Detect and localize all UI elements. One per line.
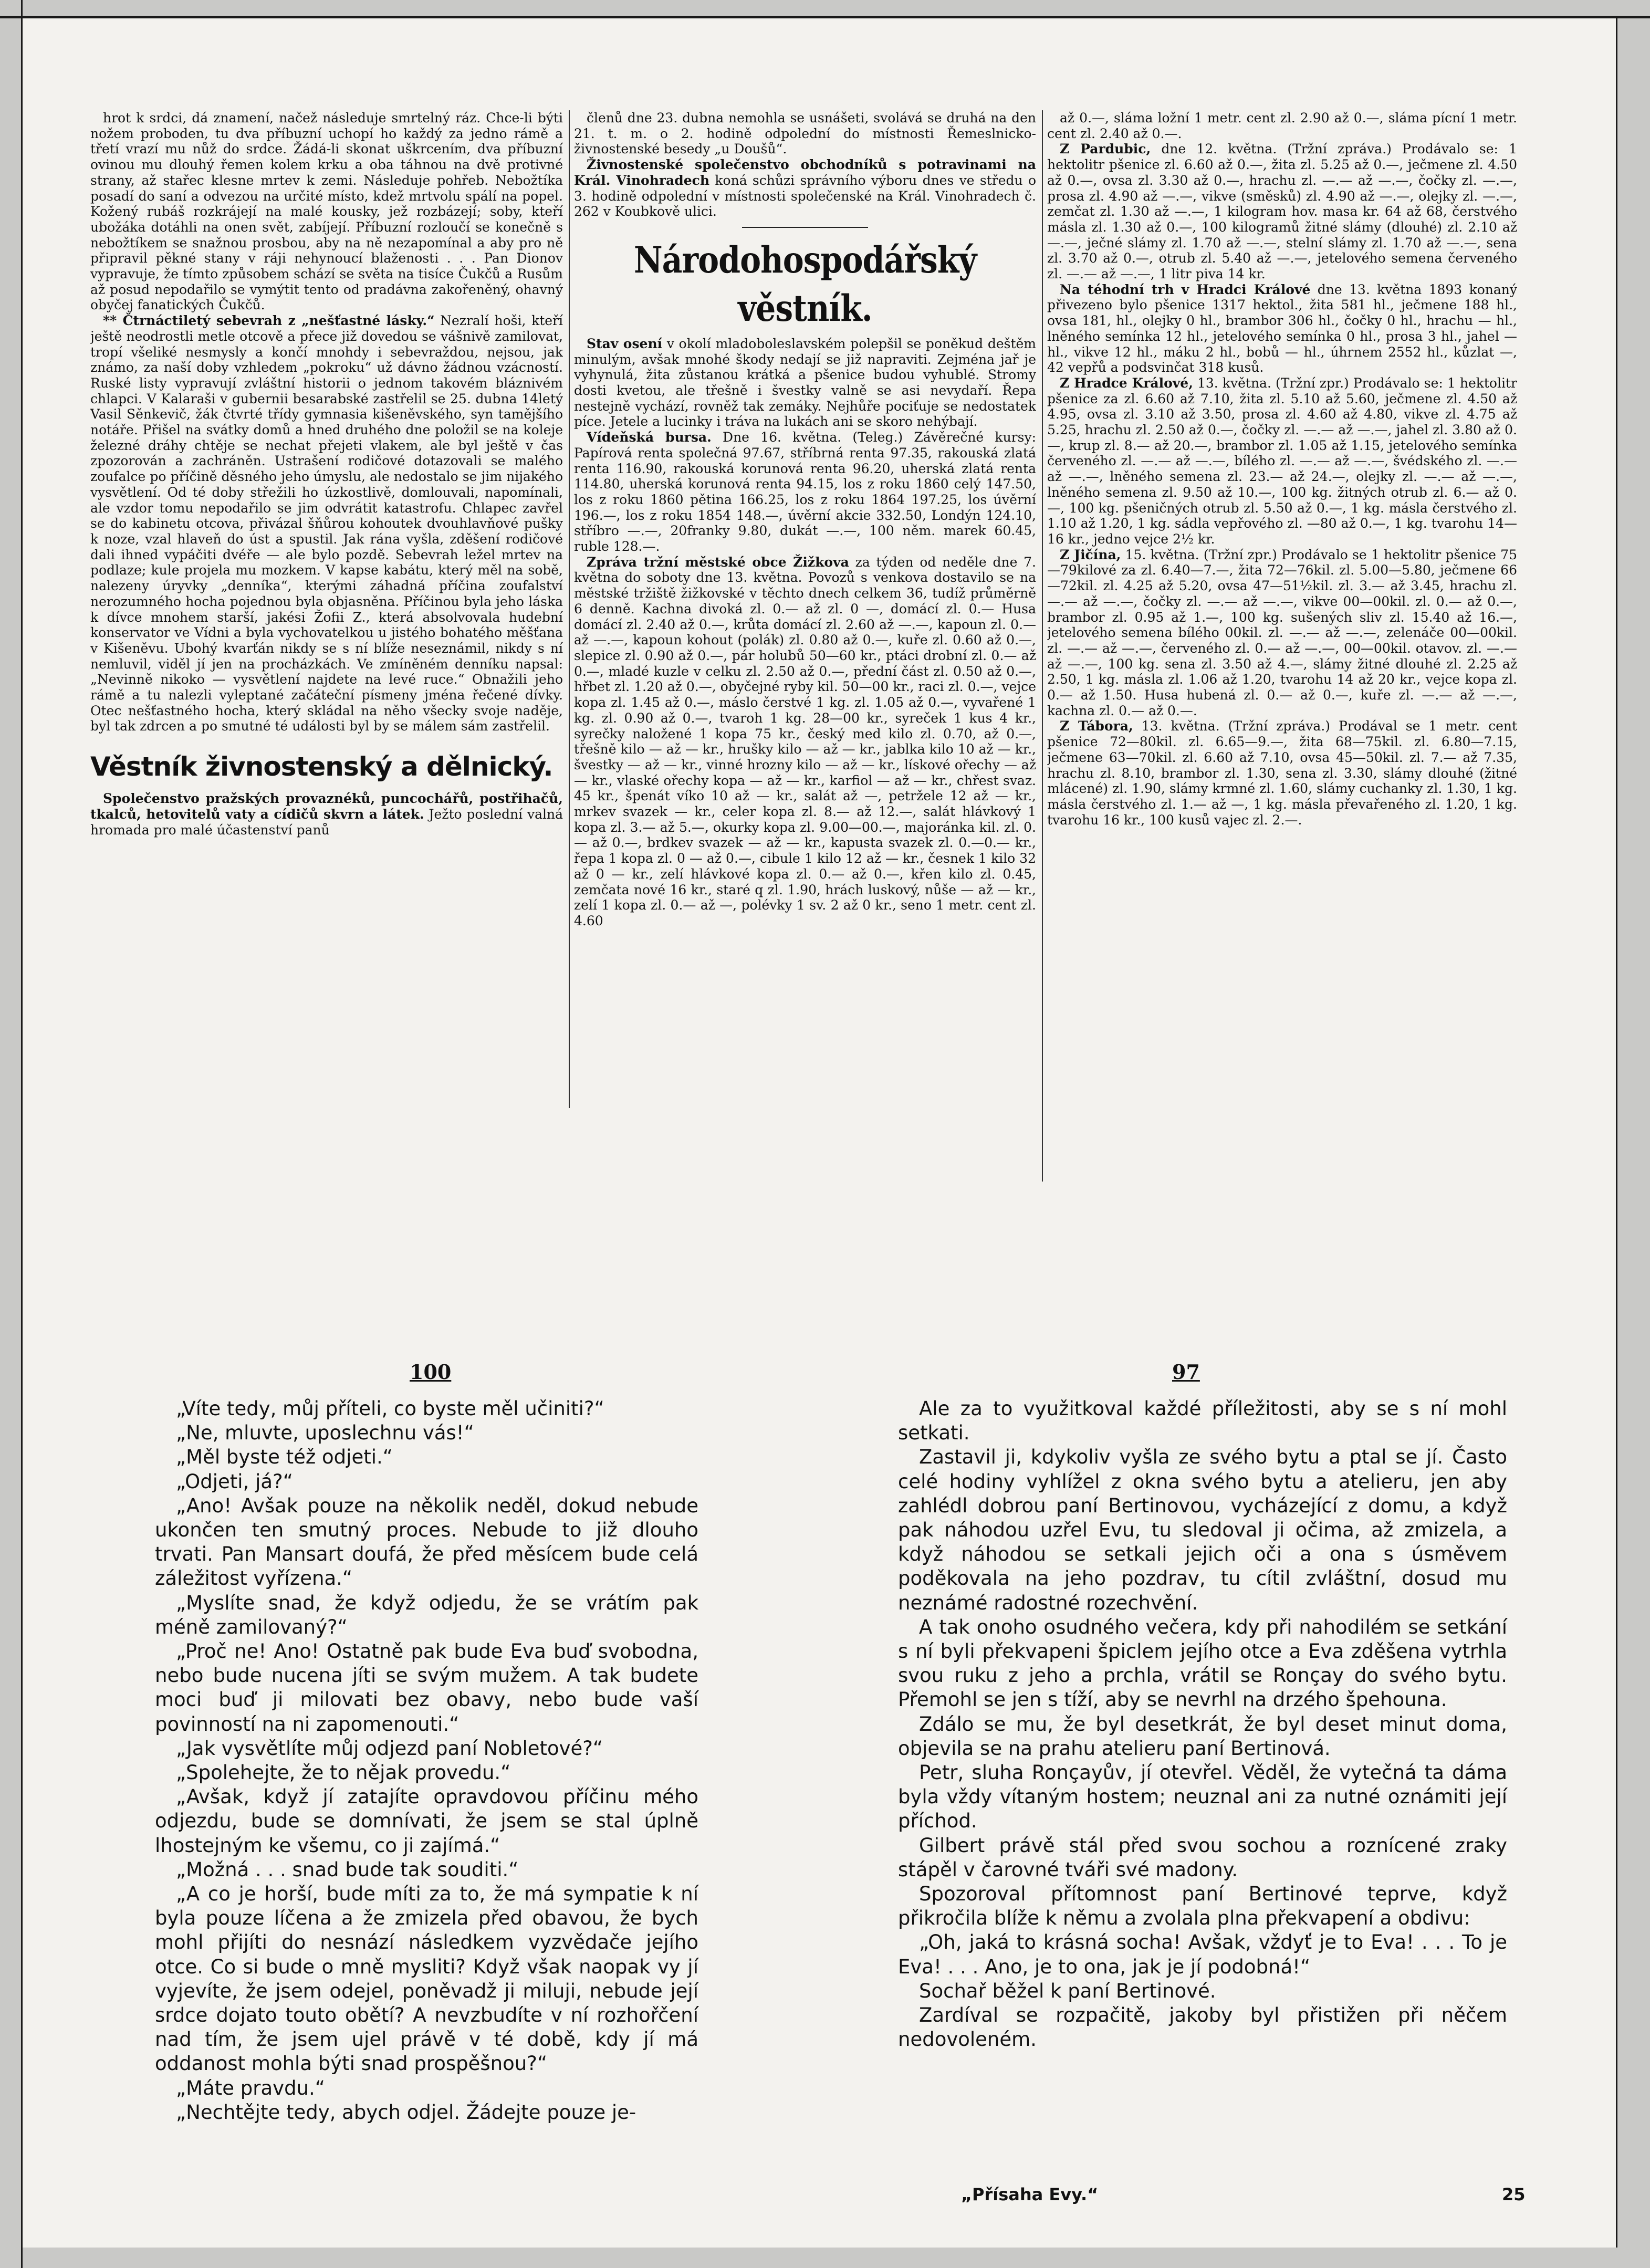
serial-right-line: A tak onoho osudného večera, kdy při nahodilém se setkání s ní byli překvapeni špiclem jejího otce a Eva zděšena vytrhla svou ruku z jeho a prchla, vrátil se Ronçay do svého bytu. Přemohl se jen s tíží, aby se nevrhl na drzého špehouna. <box>898 1615 1507 1711</box>
serial-left-line: „Máte pravdu.“ <box>176 2076 325 2099</box>
serial-page-footer: 25 <box>1502 2185 1526 2204</box>
right-border-rule <box>1616 16 1617 2248</box>
col3-article-5-heading: Z Jičína, <box>1060 547 1121 562</box>
col2-article-2-heading: Živnostenské společenstvo obchodníků s potravinami na Král. Vinohradech <box>574 157 1036 188</box>
col1-article-2-body: Nezralí hoši, kteří ještě neodrostli metle otcově a přece již dovedou se vášnivě zamilovat, tropí všeliké nesmysly a končí mnohdy i sebevraždou, nejsou, jak známo, za naší doby vzhledem „pokroku“ už dávno žádnou vzácností. Ruské listy vypravují zvláštní historii o jednom takovém bláznivém chlapci. V Kalaraši v gubernii besarabské zastřelil se 25. dubna 14letý Vasil Sěnkevič, žák čtvrté třídy gymnasia kišeněvského, syn tamějšího notáře. Přišel na svátky domů a hned druhého dne položil se na koleje železné dráhy chtěje se nechat přejeti vlakem, ale byl ještě v čas zpozorován a zachráněn. Ustrašení rodičové dotazovali se malého zoufalce po příčině děsného jeho úmyslu, ale nedostalo se jim nijakého vysvětlení. Od té doby střežili ho úzkostlivě, domlouvali, napomínali, ale vzdor tomu nepodařilo se jim odvrátit katastrofu. Chlapec zavřel se do kabinetu otcova, přivázal šňůrou kohoutek dvouhlavňové pušky k noze, vzal hlaveň do úst a spustil. Jak rána vyšla, zděšení rodičové dali ihned vypáčiti dvéře — ale bylo pozdě. Sebevrah ležel mrtev na podlaze; kule projela mu mozkem. V kapse kabátu, který měl na sobě, nalezeny úryvky „denníka“, kterými záhadná příčina zoufalství nerozumného hocha pojednou byla objasněna. Příčinou byla jeho láska k dívce mnohem starší, jakési Žofii Z., která absolvovala hudební konservator ve Vídni a byla vychovatelkou u jistého bohatého měšťana v Kišeněvu. Ubohý kvarťán nikdy se s ní blíže neseznámil, nikdy s ní nemluvil, viděl jí jen na procházkách. Ve zmíněném denníku napsal: „Nevinně nikoko — vysvětlení najdete na levé ruce.“ Obnažili jeho rámě a tu nalezli vyleptané začáteční písmeny jména řečené dívky. Otec nešťastného hocha, který skládal na něho všecky svoje naděje, byl tak zdrcen a po smutné té události byl by se málem sám zastřelil. <box>90 313 563 734</box>
col3-article-2-body: dne 12. května. (Tržní zpráva.) Prodávalo se: 1 hektolitr pšenice zl. 6.60 až 0.—, žita zl. 5.25 až 0.—, ječmene zl. 4.50 až 0.—, ovsa zl. 3.30 až 0.—, hrachu zl. —.— až —.—, čočky zl. —.—, prosa zl. 4.90 až —.—, vikve (směsků) zl. 4.90 až —.—, olejky zl. —.—, zemčat zl. 1.30 až —.—, 1 kilogram hov. masa kr. 64 až 68, čerstvého másla zl. 1.30 až 0.—, 100 kilogramů žitné slámy (dlouhé) zl. 2.10 až —.—, ječné slámy zl. 1.70 až —.—, stelní slámy zl. 1.70 až —.—, sena zl. 3.70 až 0.—, otrub zl. 5.40 až —.—, jetelového semena červeného zl. —.— až —.—, 1 litr piva 14 kr. <box>1047 141 1517 282</box>
serial-left-line: „Spolehejte, že to nějak provedu.“ <box>176 1761 511 1784</box>
col2-article-5 <box>574 555 1036 929</box>
col2-article-3 <box>574 336 1036 430</box>
col3-article-6 <box>1047 718 1517 828</box>
page-number-left: 100 <box>410 1360 452 1384</box>
col3-article-2 <box>1047 141 1517 281</box>
col3-article-5 <box>1047 547 1517 719</box>
col2-article-5-heading: Zpráva tržní městské obce Žižkova <box>587 554 849 570</box>
col3-article-4-body: 13. května. (Tržní zpr.) Prodávalo se: 1 hektolitr pšenice za zl. 6.60 až 7.10, žita zl. 5.10 až 5.60, ječmene zl. 4.50 až 4.95, ovsa zl. 3.10 až 3.50, prosa zl. 4.60 až 4.80, vikve zl. 4.75 až 5.25, hrachu zl. 2.50 až 0.—, čočky zl. —.— až —.—, jahel zl. 3.80 až 0.—, krup zl. 8.— až 20.—, brambor zl. 1.05 až 1.15, jetelového semínka červeného zl. —.— až —.—, bílého zl. —.— až —.—, švédského zl. —.— až —.—, lněného semena zl. 23.— až 24.—, olejky zl. —.— až —.—, lněného semena zl. 9.50 až 10.—, 100 kg. žitných otrub zl. 6.— až 0.—, 100 kg. pšeničných otrub zl. 5.50 až 0.—, 1 kg. másla čerstvého zl. 1.10 až 1.20, 1 kg. sádla vepřového zl. —80 až 0.—, 1 kg. tvarohu 14—16 kr., jedno vejce 2½ kr. <box>1047 375 1517 547</box>
col2-article-4-heading: Vídeňská bursa. <box>587 430 712 445</box>
serial-left-line: „Možná . . . snad bude tak souditi.“ <box>176 1858 519 1881</box>
serial-left-line: „Myslíte snad, že když odjedu, že se vrátím pak méně zamilovaný?“ <box>155 1591 698 1638</box>
serial-left-line: „Nechtějte tedy, abych odjel. Žádejte pouze je- <box>176 2100 636 2124</box>
section-heading-vestnik-zivnostensky: Věstník živnostenský a dělnický. <box>90 751 553 782</box>
col1-article-3-body: Ježto poslední valná hromada pro malé účastenství panů <box>90 806 563 838</box>
col3-article-6-heading: Z Tábora, <box>1060 718 1133 734</box>
column-divider <box>569 110 570 1108</box>
serial-left-line: „Avšak, když jí zatajíte opravdovou příčinu mého odjezdu, bude se domnívati, že jsem se stal úplně lhostejným ke všemu, co ji zajímá.“ <box>155 1785 698 1857</box>
col1-article-3-heading: Společenstvo pražských provaznéků, puncochářů, postřihačů, tkalců, hetovitelů vaty a cídičů skvrn a látek. <box>90 791 563 822</box>
serial-right-line: Gilbert právě stál před svou sochou a roznícené zraky stápěl v čarovné tváři své madony. <box>898 1834 1507 1881</box>
col2-article-4 <box>574 430 1036 555</box>
col3-article-5-body: 15. května. (Tržní zpr.) Prodávalo se 1 hektolitr pšenice 75—79kilové za zl. 6.40—7.—, žita 72—76kil. zl. 5.00—5.80, ječmene 66—72kil. zl. 4.25 až 5.20, ovsa 47—51½kil. zl. 3.— až 3.45, hrachu zl. —.— až —.—, čočky zl. —.— až —.—, vikve 00—00kil. zl. 0.— až 0.—, brambor zl. 0.95 až 1.—, 100 kg. sušených sliv zl. 15.40 až 16.—, jetelového semena bílého 00kil. zl. —.— až —.—, zelenáče 00—00kil. zl. —.— až —.—, červeného zl. 0.— až —.—, 00—00kil. otavov. zl. —.— až —.—, 100 kg. sena zl. 3.50 až 4.—, slámy žitné dlouhé zl. 2.25 až 2.50, 1 kg. másla zl. 1.06 až 1.20, tvarohu 14 až 20 kr., vejce kopa zl. 0.— až 1.50. Husa hubená zl. 0.— až 0.—, kuře zl. —.— až —.—, kachna zl. 0.— až 0.—. <box>1047 547 1517 718</box>
serial-left-line: „Měl byste též odjeti.“ <box>176 1446 393 1469</box>
col2-paragraph-1: členů dne 23. dubna nemohla se usnášeti, svolává se druhá na den 21. t. m. o 2. hodině odpolední do místnosti Řemeslnicko-živnostenské besedy „u Doušů“. <box>574 110 1036 157</box>
col1-paragraph-1: hrot k srdci, dá znamení, načež následuje smrtelný ráz. Chce-li býti nožem proboden, tu dva příbuzní uchopí ho každý za jedno rámě a třetí vrazí mu nůž do srdce. Žádá-li skonat uškrcením, dva příbuzní ovinou mu dlouhý řemen kolem krku a oba táhnou na dvě protivné strany, až stařec klesne mrtev k zemi. Následuje pohřeb. Nebožtíka posadí do saní a odvezou na určité místo, kdež mrtvolu spálí na popel. Kožený rubáš rozkrájejí na malé kousky, jež rozbázejí; soby, kteří ubožáka dotáhli na onen svět, zabíjejí. Příbuzní rozloučí se konečně s nebožtíkem se snažnou prosbou, aby na ně nezapomínal a aby pro ně připravil pěkné stany v ráji nehynoucí blaženosti . . . Pan Dionov vypravuje, že tímto způsobem schází se světa na tisíce Čukčů a Rusům až posud nepodařilo se vymýtit tento od pradávna zakořeněný, ohavný obyčej fanatických Čukčů. <box>90 110 563 313</box>
serial-left-line: „A co je horší, bude míti za to, že má sympatie k ní byla pouze líčena a že zmizela před obavou, že bych mohl přijíti do nesnází následkem vyzvědače jejího otce. Co si bude o mně mysliti? Když však naopak vy jí vyjevíte, že jsem odejel, poněvadž ji miluji, nebude její srdce dojato touto obětí? A nevzbudíte v ní rozhořčení nad tím, že jsem ujel právě v té době, kdy jí má oddanost mohla býti snad prospěšnou?“ <box>155 1883 698 2075</box>
serial-right-column <box>898 1397 1507 2052</box>
col3-article-4-heading: Z Hradce Králové, <box>1060 375 1193 391</box>
serial-left-column <box>155 1397 698 2125</box>
col1-article-2-heading: ** Čtrnáctiletý sebevrah z „nešťastné lásky.“ <box>103 313 435 329</box>
col2-article-3-heading: Stav osení <box>587 336 663 351</box>
serial-right-line: Spozoroval přítomnost paní Bertinové teprve, když přikročila blíže k němu a zvolala plna překvapení a obdivu: <box>898 1883 1507 1930</box>
serial-left-line: „Jak vysvětlíte můj odjezd paní Nobletové?“ <box>176 1737 603 1760</box>
col2-article-4-body: Dne 16. května. (Teleg.) Závěrečné kursy: Papírová renta společná 97.67, stříbrná renta 97.35, rakouská zlatá renta 116.90, rakouská korunová renta 96.20, uherská zlatá renta 114.80, uherská korunová renta 94.15, los z roku 1860 celý 147.50, los z roku 1860 pětina 166.25, los z roku 1864 197.25, los úvěrní 196.—, los z roku 1854 148.—, úvěrní akcie 332.50, Londýn 124.10, stříbro —.—, 20franky 9.80, dukát —.—, 100 něm. marek 60.45, ruble 128.—. <box>574 430 1036 555</box>
serial-right-line: Ale za to využitkoval každé příležitosti, aby se s ní mohl setkati. <box>898 1397 1507 1445</box>
col1-article-3 <box>90 791 563 838</box>
page-number-right: 97 <box>1172 1360 1200 1384</box>
column-divider <box>1042 110 1043 1182</box>
col3-article-4 <box>1047 375 1517 547</box>
serial-left-line: „Víte tedy, můj příteli, co byste měl učiniti?“ <box>176 1397 604 1420</box>
col2-article-2 <box>574 157 1036 220</box>
column-3 <box>1047 110 1517 1224</box>
col1-article-2 <box>90 313 563 734</box>
serial-left-line: „Ano! Avšak pouze na několik neděl, dokud nebude ukončen ten smutný proces. Nebude to již dlouho trvati. Pan Mansart doufá, že před měsícem bude celá záležitost vyřízena.“ <box>155 1494 698 1590</box>
serial-left-line: „Ne, mluvte, uposlechnu vás!“ <box>176 1422 474 1445</box>
col3-article-6-body: 13. května. (Tržní zpráva.) Prodával se 1 metr. cent pšenice 72—80kil. zl. 6.65—9.—, žita 68—75kil. zl. 6.80—7.15, ječmene 63—70kil. zl. 6.60 až 7.10, ovsa 45—50kil. zl. 7.— až 7.35, hrachu zl. 8.10, brambor zl. 1.30, sena zl. 3.30, slámy dlouhé (žitné mlácené) zl. 1.90, slámy krmné zl. 1.60, slámy cuchanky zl. 1.30, 1 kg. másla čerstvého zl. 1.— až —, 1 kg. másla převařeného zl. 1.20, 1 kg. tvarohu 16 kr., 100 kusů vajec zl. 2.—. <box>1047 718 1517 828</box>
col3-paragraph-1: až 0.—, sláma ložní 1 metr. cent zl. 2.90 až 0.—, sláma pícní 1 metr. cent zl. 2.40 až 0.—. <box>1047 110 1517 141</box>
serial-right-line: Zardíval se rozpačitě, jakoby byl přistižen při něčem nedovoleném. <box>898 2004 1507 2051</box>
col3-article-3-body: dne 13. května 1893 konaný přivezeno bylo pšenice 1317 hektol., žita 581 hl., ječmene 188 hl., ovsa 181, hl., olejky 0 hl., brambor 306 hl., čočky 0 hl., hrachu — hl., lněného semínka 12 hl., jetelového semínka 0 hl., prosa 3 hl., jahel — hl., vikve 12 hl., máku 2 hl., bobů — hl., úhrnem 2552 hl., kůzlat —, 42 vepřů a podsvinčat 318 kusů. <box>1047 281 1517 375</box>
serial-right-line: Petr, sluha Ronçayův, jí otevřel. Věděl, že vytečná ta dáma byla vždy vítaným hostem; neuznal ani za nutné oznámiti její příchod. <box>898 1761 1507 1833</box>
col3-article-3 <box>1047 282 1517 375</box>
serial-title-footer: „Přísaha Evy.“ <box>961 2185 1099 2204</box>
top-border-rule <box>0 16 1650 18</box>
col2-article-3-body: v okolí mladoboleslavském polepšil se poněkud deštěm minulým, avšak mnohé škody nedají se již napraviti. Zejména jař je vyhynulá, žita zůstanou krátká a pšenice budou vyhublé. Stromy dosti kvetou, ale třešně i švestky valně se asi nevydaří. Řepa nestejně vychází, rovněž tak zemáky. Nejhůře pociťuje se nedostatek píce. Jetele a lucinky i tráva na lukách ani se skoro nehýbají. <box>574 336 1036 430</box>
col3-article-3-heading: Na téhodní trh v Hradci Králové <box>1060 281 1311 297</box>
left-border-rule <box>21 0 23 2268</box>
column-2 <box>574 110 1036 1171</box>
section-rule <box>742 227 868 228</box>
serial-left-line: „Proč ne! Ano! Ostatně pak bude Eva buď svobodna, nebo bude nucena jíti se svým mužem. A tak budete moci buď ji milovati bez obavy, nebo bude vaší povinností na ni zapomenouti.“ <box>155 1640 698 1736</box>
serial-right-line: „Oh, jaká to krásná socha! Avšak, vždyť je to Eva! . . . To je Eva! . . . Ano, je to ona, jak je jí podobná!“ <box>898 1931 1507 1978</box>
column-1 <box>90 110 563 1108</box>
col2-article-2-body: koná schůzi správního výboru dnes ve středu o 3. hodině odpolední v místnosti společenské na Král. Vinohradech č. 262 v Koubkově ulici. <box>574 172 1036 220</box>
serial-right-line: Sochař běžel k paní Bertinové. <box>919 1979 1216 2002</box>
col2-article-5-body: za týden od neděle dne 7. května do soboty dne 13. května. Povozů s venkova dostavilo se na městské tržiště žižkovské v těchto dnech celkem 36, tudíž průměrně 6 denně. Kachna divoká zl. 0.— až zl. 0 —, domácí zl. 0.— Husa domácí zl. 2.40 až 0.—, krůta domácí zl. 2.60 až —.—, kapoun zl. 0.— až —.—, kapoun kohout (polák) zl. 0.80 až 0.—, kuře zl. 0.60 až 0.—, slepice zl. 0.90 až 0.—, pár holubů 50—60 kr., ptáci drobní zl. 0.— až 0.—, mladé kuzle v celku zl. 2.50 až 0.—, přední část zl. 0.50 až 0.—, hřbet zl. 1.20 až 0.—, obyčejné ryby kil. 50—00 kr., raci zl. 0.—, vejce kopa zl. 1.45 až 0.—, máslo čerstvé 1 kg. zl. 1.05 až 0.—, vyvařené 1 kg. zl. 0.90 až 0.—, tvaroh 1 kg. 28—00 kr., syreček 1 kus 4 kr., syrečky naložené 1 kopa 75 kr., český med kilo zl. 0.70, až 0.—, třešně kilo — až — kr., hrušky kilo — až — kr., jablka kilo 10 až — kr., švestky — až — kr., vinné hrozny kilo — až — kr., lískové ořechy — až — kr., vlaské ořechy kopa — až — kr., karfiol — až — kr., chřest svaz. 45 kr., špenát víko 10 až — kr., salát až —, petržele 12 až — kr., mrkev svazek — kr., celer kopa zl. 8.— až 12.—, salát hlávkový 1 kopa zl. 3.— až 5.—, okurky kopa zl. 9.00—00.—, majoránka kil. zl. 0.— až 0.—, brdkev svazek — až — kr., kapusta svazek zl. 0.—0.— kr., řepa 1 kopa zl. 0 — až 0.—, cibule 1 kilo 12 až — kr., česnek 1 kilo 32 až 0 — kr., zelí hlávkové kopa zl. 0.— až 0.—, křen kilo zl. 0.45, zemčata nové 16 kr., staré q zl. 1.90, hrách luskový, nůše — až — kr., zelí 1 kopa zl. 0.— až —, polévky 1 sv. 2 až 0 kr., seno 1 metr. cent zl. 4.60 <box>574 554 1036 928</box>
serial-left-line: „Odjeti, já?“ <box>176 1470 293 1493</box>
serial-right-line: Zdálo se mu, že byl desetkrát, že byl deset minut doma, objevila se na prahu atelieru paní Bertinová. <box>898 1712 1507 1760</box>
col3-article-2-heading: Z Pardubic, <box>1060 141 1151 157</box>
section-heading-narodohospodarsky: Národohospodářský věstník. <box>633 239 977 330</box>
serial-right-line: Zastavil ji, kdykoliv vyšla ze svého bytu a ptal se jí. Často celé hodiny vyhlížel z okna svého bytu a atelieru, jen aby zahlédl dobrou paní Bertinovou, vycházející z domu, a když pak náhodou uzřel Evu, tu sledoval ji očima, až zmizela, a když náhodou se setkali jejich oči a ona s úsměvem poděkovala na jeho pozdrav, tu cítil zvláštní, dosud mu neznámé radostné rozechvění. <box>898 1446 1507 1614</box>
